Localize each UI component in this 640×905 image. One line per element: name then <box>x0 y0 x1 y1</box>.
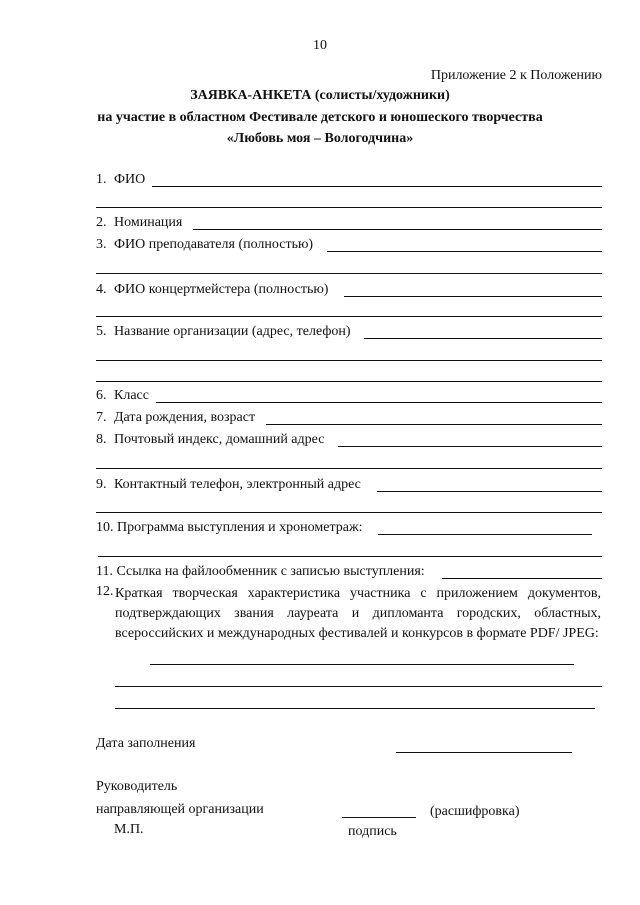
answer-line[interactable] <box>152 186 602 187</box>
answer-line[interactable] <box>96 273 602 274</box>
field-label: Дата рождения, возраст <box>114 410 256 425</box>
field-label: Контактный телефон, электронный адрес <box>114 477 361 492</box>
field-label: Название организации (адрес, телефон) <box>114 324 351 339</box>
answer-line[interactable] <box>115 686 602 687</box>
date-label: Дата заполнения <box>96 736 196 751</box>
field-number: 7. <box>96 410 107 425</box>
answer-line[interactable] <box>96 468 602 469</box>
answer-line[interactable] <box>442 578 602 579</box>
field-label: Ссылка на файлообменник с записью выступления: <box>116 564 425 579</box>
answer-line[interactable] <box>115 708 595 709</box>
stamp-label: М.П. <box>114 822 144 837</box>
field-label: Номинация <box>114 215 183 230</box>
field-label: ФИО <box>114 172 146 187</box>
field-number: 10. <box>96 520 114 535</box>
answer-line[interactable] <box>96 512 602 513</box>
field-label: ФИО преподавателя (полностью) <box>114 237 314 252</box>
field-number: 1. <box>96 172 107 187</box>
field-number: 5. <box>96 324 107 339</box>
answer-line[interactable] <box>98 556 602 557</box>
head-label-1: Руководитель <box>96 779 178 794</box>
page-number: 10 <box>313 38 327 53</box>
field-label: Класс <box>114 388 149 403</box>
field-number: 3. <box>96 237 107 252</box>
head-label-2: направляющей организации <box>96 802 264 817</box>
field-number: 4. <box>96 282 107 297</box>
answer-line[interactable] <box>96 381 602 382</box>
answer-line[interactable] <box>156 402 602 403</box>
field-label: Краткая творческая характеристика участника с приложением документов, подтверждающих звания лауреата и дипломанта городских, областных, всероссийских и международных фестивалей и конкурсов в формате PDF/ JPEG: <box>115 586 601 641</box>
field-number: 9. <box>96 477 107 492</box>
field-label: ФИО концертмейстера (полностью) <box>114 282 329 297</box>
form-subtitle-1: на участие в областном Фестивале детского и юношеского творчества <box>97 110 543 125</box>
answer-line[interactable] <box>338 446 602 447</box>
answer-line[interactable] <box>327 251 602 252</box>
answer-line[interactable] <box>266 424 602 425</box>
field-label: Почтовый индекс, домашний адрес <box>114 432 325 447</box>
field-number: 11. <box>96 564 113 579</box>
answer-line[interactable] <box>96 360 602 361</box>
answer-line[interactable] <box>96 207 602 208</box>
field-number: 12. <box>96 584 114 599</box>
signature-caption: подпись <box>348 824 397 839</box>
form-title: ЗАЯВКА-АНКЕТА (солисты/художники) <box>190 88 450 103</box>
date-line[interactable] <box>396 752 572 753</box>
field-number: 8. <box>96 432 107 447</box>
answer-line[interactable] <box>377 491 602 492</box>
answer-line[interactable] <box>344 296 602 297</box>
form-subtitle-2: «Любовь моя – Вологодчина» <box>226 131 414 146</box>
field-number: 6. <box>96 388 107 403</box>
decode-label: (расшифровка) <box>430 804 520 819</box>
field-label: Программа выступления и хронометраж: <box>117 520 363 535</box>
answer-line[interactable] <box>364 338 602 339</box>
answer-line[interactable] <box>378 534 592 535</box>
answer-line[interactable] <box>96 316 602 317</box>
answer-line[interactable] <box>193 229 602 230</box>
appendix-note: Приложение 2 к Положению <box>430 68 602 83</box>
signature-line[interactable] <box>342 817 416 818</box>
field-number: 2. <box>96 215 107 230</box>
answer-line[interactable] <box>150 664 574 665</box>
